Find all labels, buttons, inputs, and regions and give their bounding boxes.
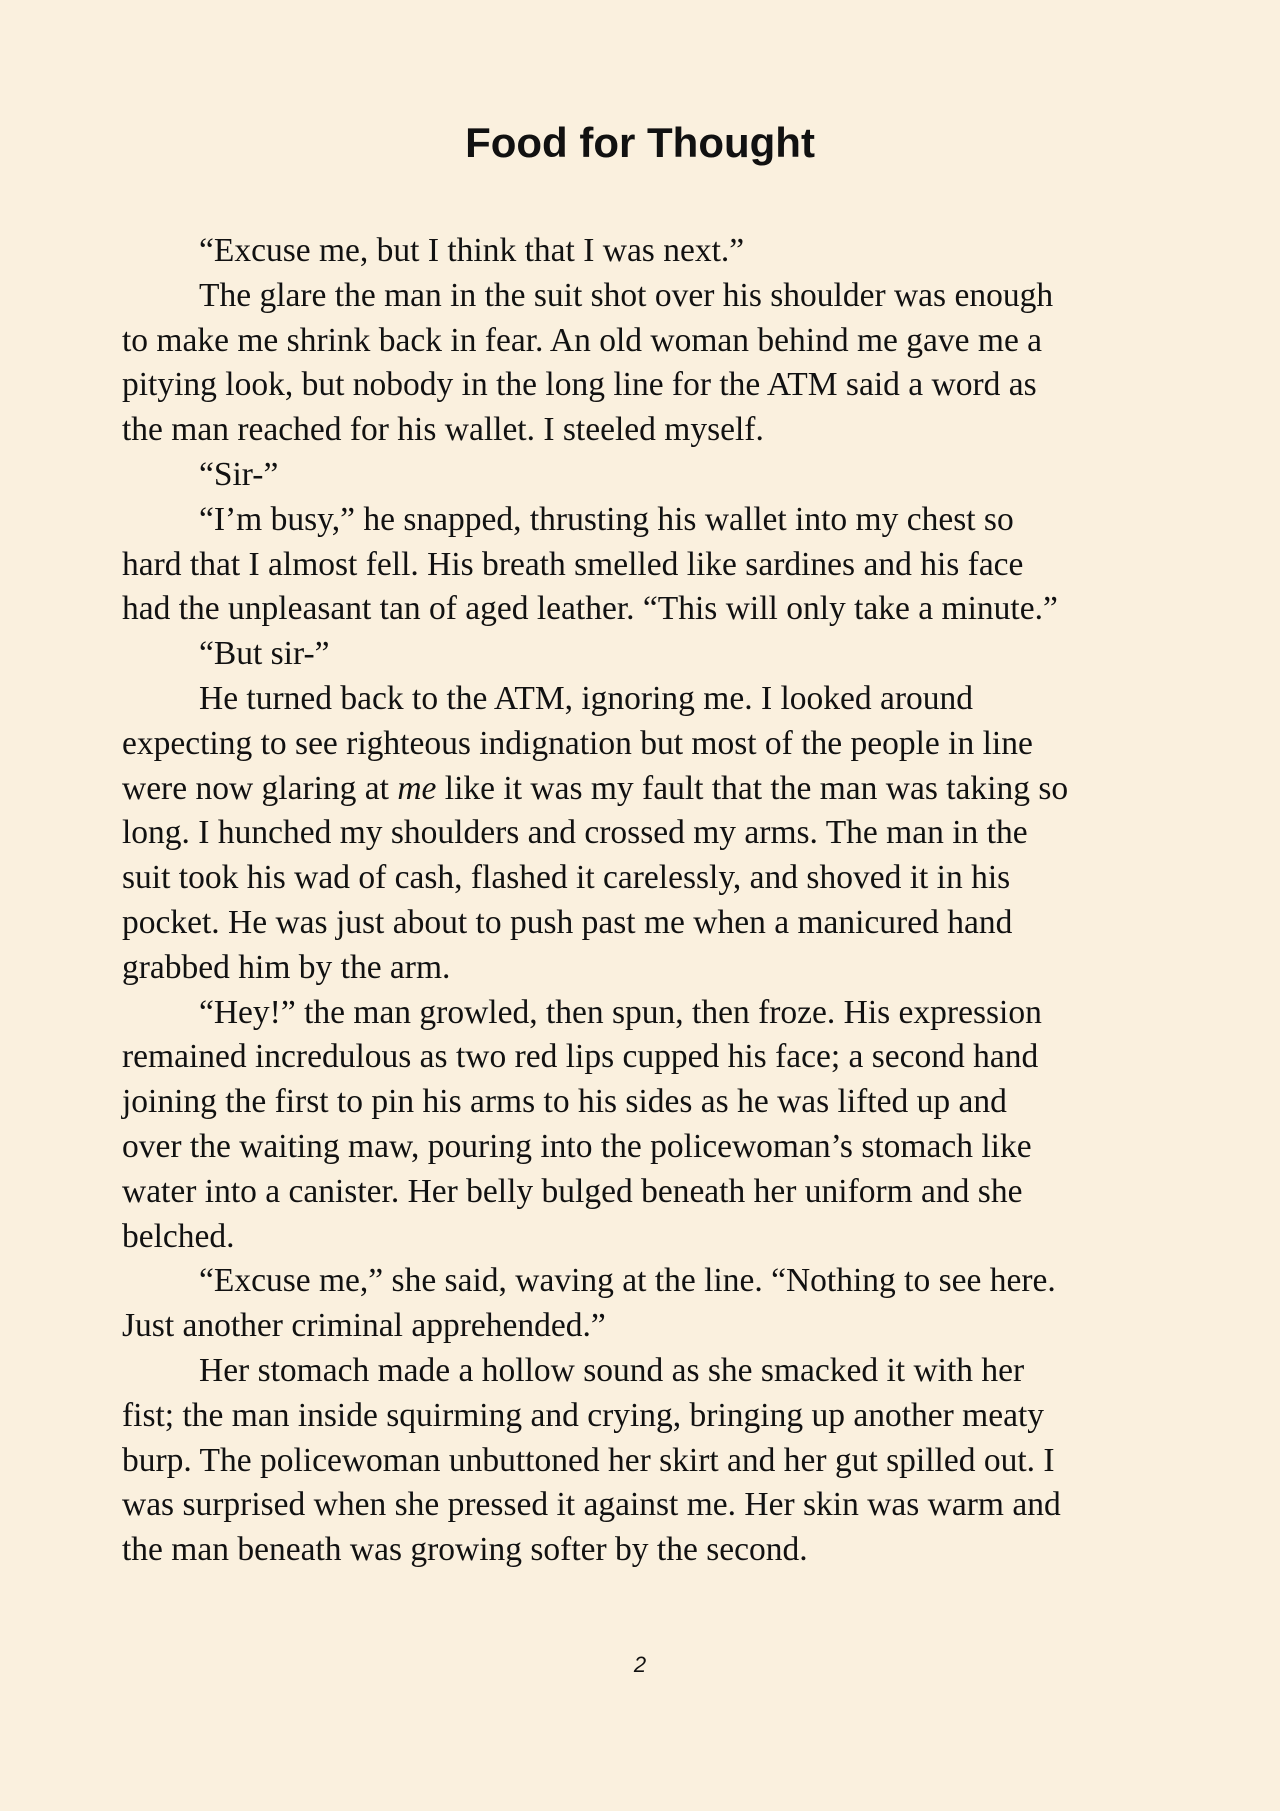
text-line: hard that I almost fell. His breath smelled like sardines and his face: [122, 545, 1024, 583]
text-line: the man reached for his wallet. I steeled myself.: [122, 411, 764, 449]
text-segment: were now glaring at: [122, 769, 398, 807]
text-line: the man beneath was growing softer by the second.: [122, 1531, 808, 1569]
text-segment: like it was my fault that the man was taking so: [436, 769, 1069, 807]
text-line: pitying look, but nobody in the long line for the ATM said a word as: [122, 366, 1037, 404]
page-title: Food for Thought: [465, 119, 815, 166]
paragraph-first-line: “But sir-”: [199, 635, 330, 673]
text-line: water into a canister. Her belly bulged beneath her uniform and she: [122, 1172, 1023, 1210]
text-line: was surprised when she pressed it against me. Her skin was warm and: [122, 1486, 1061, 1524]
paragraph-first-line: “Excuse me,” she said, waving at the line. “Nothing to see here.: [199, 1262, 1056, 1300]
text-line: pocket. He was just about to push past me when a manicured hand: [122, 903, 1013, 941]
page-number: 2: [633, 1652, 647, 1677]
text-line: remained incredulous as two red lips cupped his face; a second hand: [122, 1038, 1039, 1076]
story-body: [122, 229, 1182, 1573]
paragraph-first-line: Her stomach made a hollow sound as she smacked it with her: [199, 1351, 1025, 1389]
text-line: over the waiting maw, pouring into the policewoman’s stomach like: [122, 1127, 1032, 1165]
text-line: fist; the man inside squirming and crying, bringing up another meaty: [122, 1396, 1045, 1434]
paragraph-first-line: “Hey!” the man growled, then spun, then froze. His expression: [199, 993, 1042, 1031]
text-line: belched.: [122, 1217, 235, 1255]
paragraph-first-line: “Excuse me, but I think that I was next.”: [199, 232, 745, 269]
text-line: joining the first to pin his arms to his sides as he was lifted up and: [122, 1083, 1007, 1121]
text-line: burp. The policewoman unbuttoned her skirt and her gut spilled out. I: [122, 1441, 1055, 1479]
text-line: expecting to see righteous indignation but most of the people in line: [122, 724, 1033, 762]
paragraph-first-line: “Sir-”: [199, 455, 279, 493]
paragraph-first-line: He turned back to the ATM, ignoring me. I looked around: [199, 679, 974, 717]
text-line: Just another criminal apprehended.”: [122, 1307, 606, 1345]
emphasis-text: me: [397, 769, 437, 807]
paragraph-first-line: The glare the man in the suit shot over his shoulder was enough: [199, 276, 1054, 314]
text-line: had the unpleasant tan of aged leather. “This will only take a minute.”: [122, 590, 1058, 628]
text-line: suit took his wad of cash, flashed it carelessly, and shoved it in his: [122, 859, 1011, 897]
paragraph-first-line: “I’m busy,” he snapped, thrusting his wallet into my chest so: [199, 500, 1014, 538]
text-line: to make me shrink back in fear. An old woman behind me gave me a: [122, 321, 1043, 359]
text-line: grabbed him by the arm.: [122, 948, 451, 986]
text-line: [122, 767, 1182, 812]
text-line: long. I hunched my shoulders and crossed my arms. The man in the: [122, 814, 1028, 852]
